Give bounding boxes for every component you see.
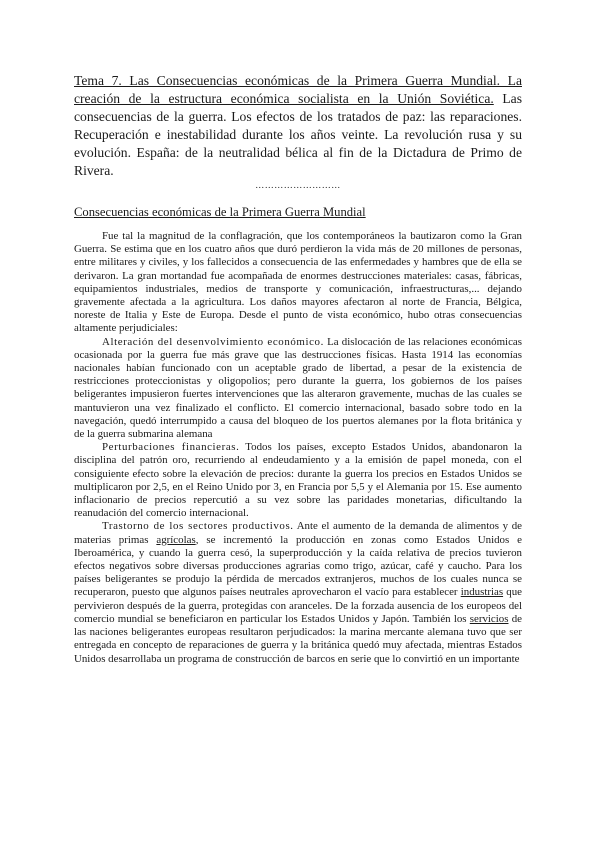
- paragraph-trastorno-text-b: , se incrementó la producción en zonas como Estados Unidos e Iberoamérica, y cuando la guerra cesó, la superproducción y la caída relativa de precios tuvieron efectos negativos sobre diversas producciones agrarias como trigo, azúcar, café y caucho. Para los países beligerantes se produjo la pérdida de mercados extranjeros, muchos de los cuales nunca se recuperaron, puesto que algunos países neutrales aprovecharon el vacío para establecer: [74, 533, 522, 599]
- section-title: Consecuencias económicas de la Primera Guerra Mundial: [74, 205, 366, 219]
- link-servicios[interactable]: servicios: [469, 612, 509, 625]
- subheading-alteracion: Alteración del desenvolvimiento económico.: [102, 335, 324, 348]
- link-industrias[interactable]: industrias: [460, 586, 504, 599]
- subheading-trastorno: Trastorno de los sectores productivos.: [102, 520, 294, 533]
- link-agricolas[interactable]: agrícolas: [156, 533, 196, 546]
- paragraph-perturbaciones: [74, 441, 522, 520]
- topic-heading: [74, 72, 522, 180]
- topic-subtitles: Las consecuencias de la guerra. Los efectos de los tratados de paz: las reparaciones. Recuperación e inestabilidad durante los años veinte. La revolución rusa y su evolución. España: de la neutralidad bélica al fin de la Dictadura de Primo de Rivera.: [74, 91, 522, 178]
- paragraph-intro: Fue tal la magnitud de la conflagración, que los contemporáneos la bautizaron como la Gran Guerra. Se estima que en los cuatro años que duró perdieron la vida más de 20 millones de personas, entre militares y civiles, y los fallecidos a consecuencia de las enfermedades y hambres que de ella se derivaron. La gran mortandad fue acompañada de enormes destrucciones materiales: casas, fábricas, equipamientos industriales, medios de transporte y comunicación, infraestructuras,... dejando gravemente afectada a la agricultura. Los daños mayores afectaron al norte de Francia, Bélgica, noreste de Italia y Este de Europa. Desde el punto de vista económico, hubo otras consecuencias altamente perjudiciales:: [74, 230, 522, 335]
- paragraph-alteracion-text: La dislocación de las relaciones económicas ocasionada por la guerra fue más grave que las destrucciones físicas. Hasta 1914 las economías nacionales habían funcionado con un aceptable grado de libertad, a pesar de la existencia de restricciones proteccionistas y oligopolios; pero durante la guerra, los gobiernos de los países beligerantes impusieron fuertes intervenciones que las alteraron gravemente, muchas de las cuales se mantuvieron una vez finalizado el conflicto. El comercio internacional, basado sobre todo en la navegación, quedó interrumpido a causa del bloqueo de los puertos alemanes por la flota británica y de la guerra submarina alemana: [74, 335, 522, 441]
- section-body: [74, 230, 522, 666]
- subheading-perturbaciones: Perturbaciones financieras.: [102, 441, 240, 454]
- paragraph-trastorno-text-c: que pervivieron después de la guerra, protegidas con aranceles. De la forzada ausencia de los europeos del comercio mundial se beneficiaron en particular los Estados Unidos y Japón. También los: [74, 586, 522, 625]
- separator-dots: ………………………: [255, 180, 341, 190]
- paragraph-perturbaciones-text: Todos los países, excepto Estados Unidos, abandonaron la disciplina del patrón oro, recurriendo al endeudamiento y a la emisión de papel moneda, con el consiguiente efecto sobre la elevación de precios: durante la guerra los precios en Estados Unidos se multiplicaron por 2,5, en el Reino Unido por 3, en Francia por 5,5 y el Alemania por 15. Ese aumento inflacionario de precios repercutió a su vez sobre las paridades monetarias, dificultando la reanudación del comercio internacional.: [74, 441, 522, 520]
- paragraph-trastorno: [74, 520, 522, 665]
- paragraph-alteracion: [74, 336, 522, 442]
- paragraph-trastorno-text-a: Ante el aumento de la demanda de alimentos y de materias primas: [74, 520, 522, 546]
- topic-title: Tema 7. Las Consecuencias económicas de la Primera Guerra Mundial. La creación de la estructura económica socialista en la Unión Soviética.: [74, 73, 522, 106]
- paragraph-trastorno-text-d: de las naciones beligerantes europeas resultaron perjudicados: la marina mercante alemana tuvo que ser entregada en concepto de reparaciones de guerra y la británica quedó muy afectada, mientras Estados Unidos desarrollaba un programa de construcción de barcos en serie que lo convirtió en un importante: [74, 612, 522, 665]
